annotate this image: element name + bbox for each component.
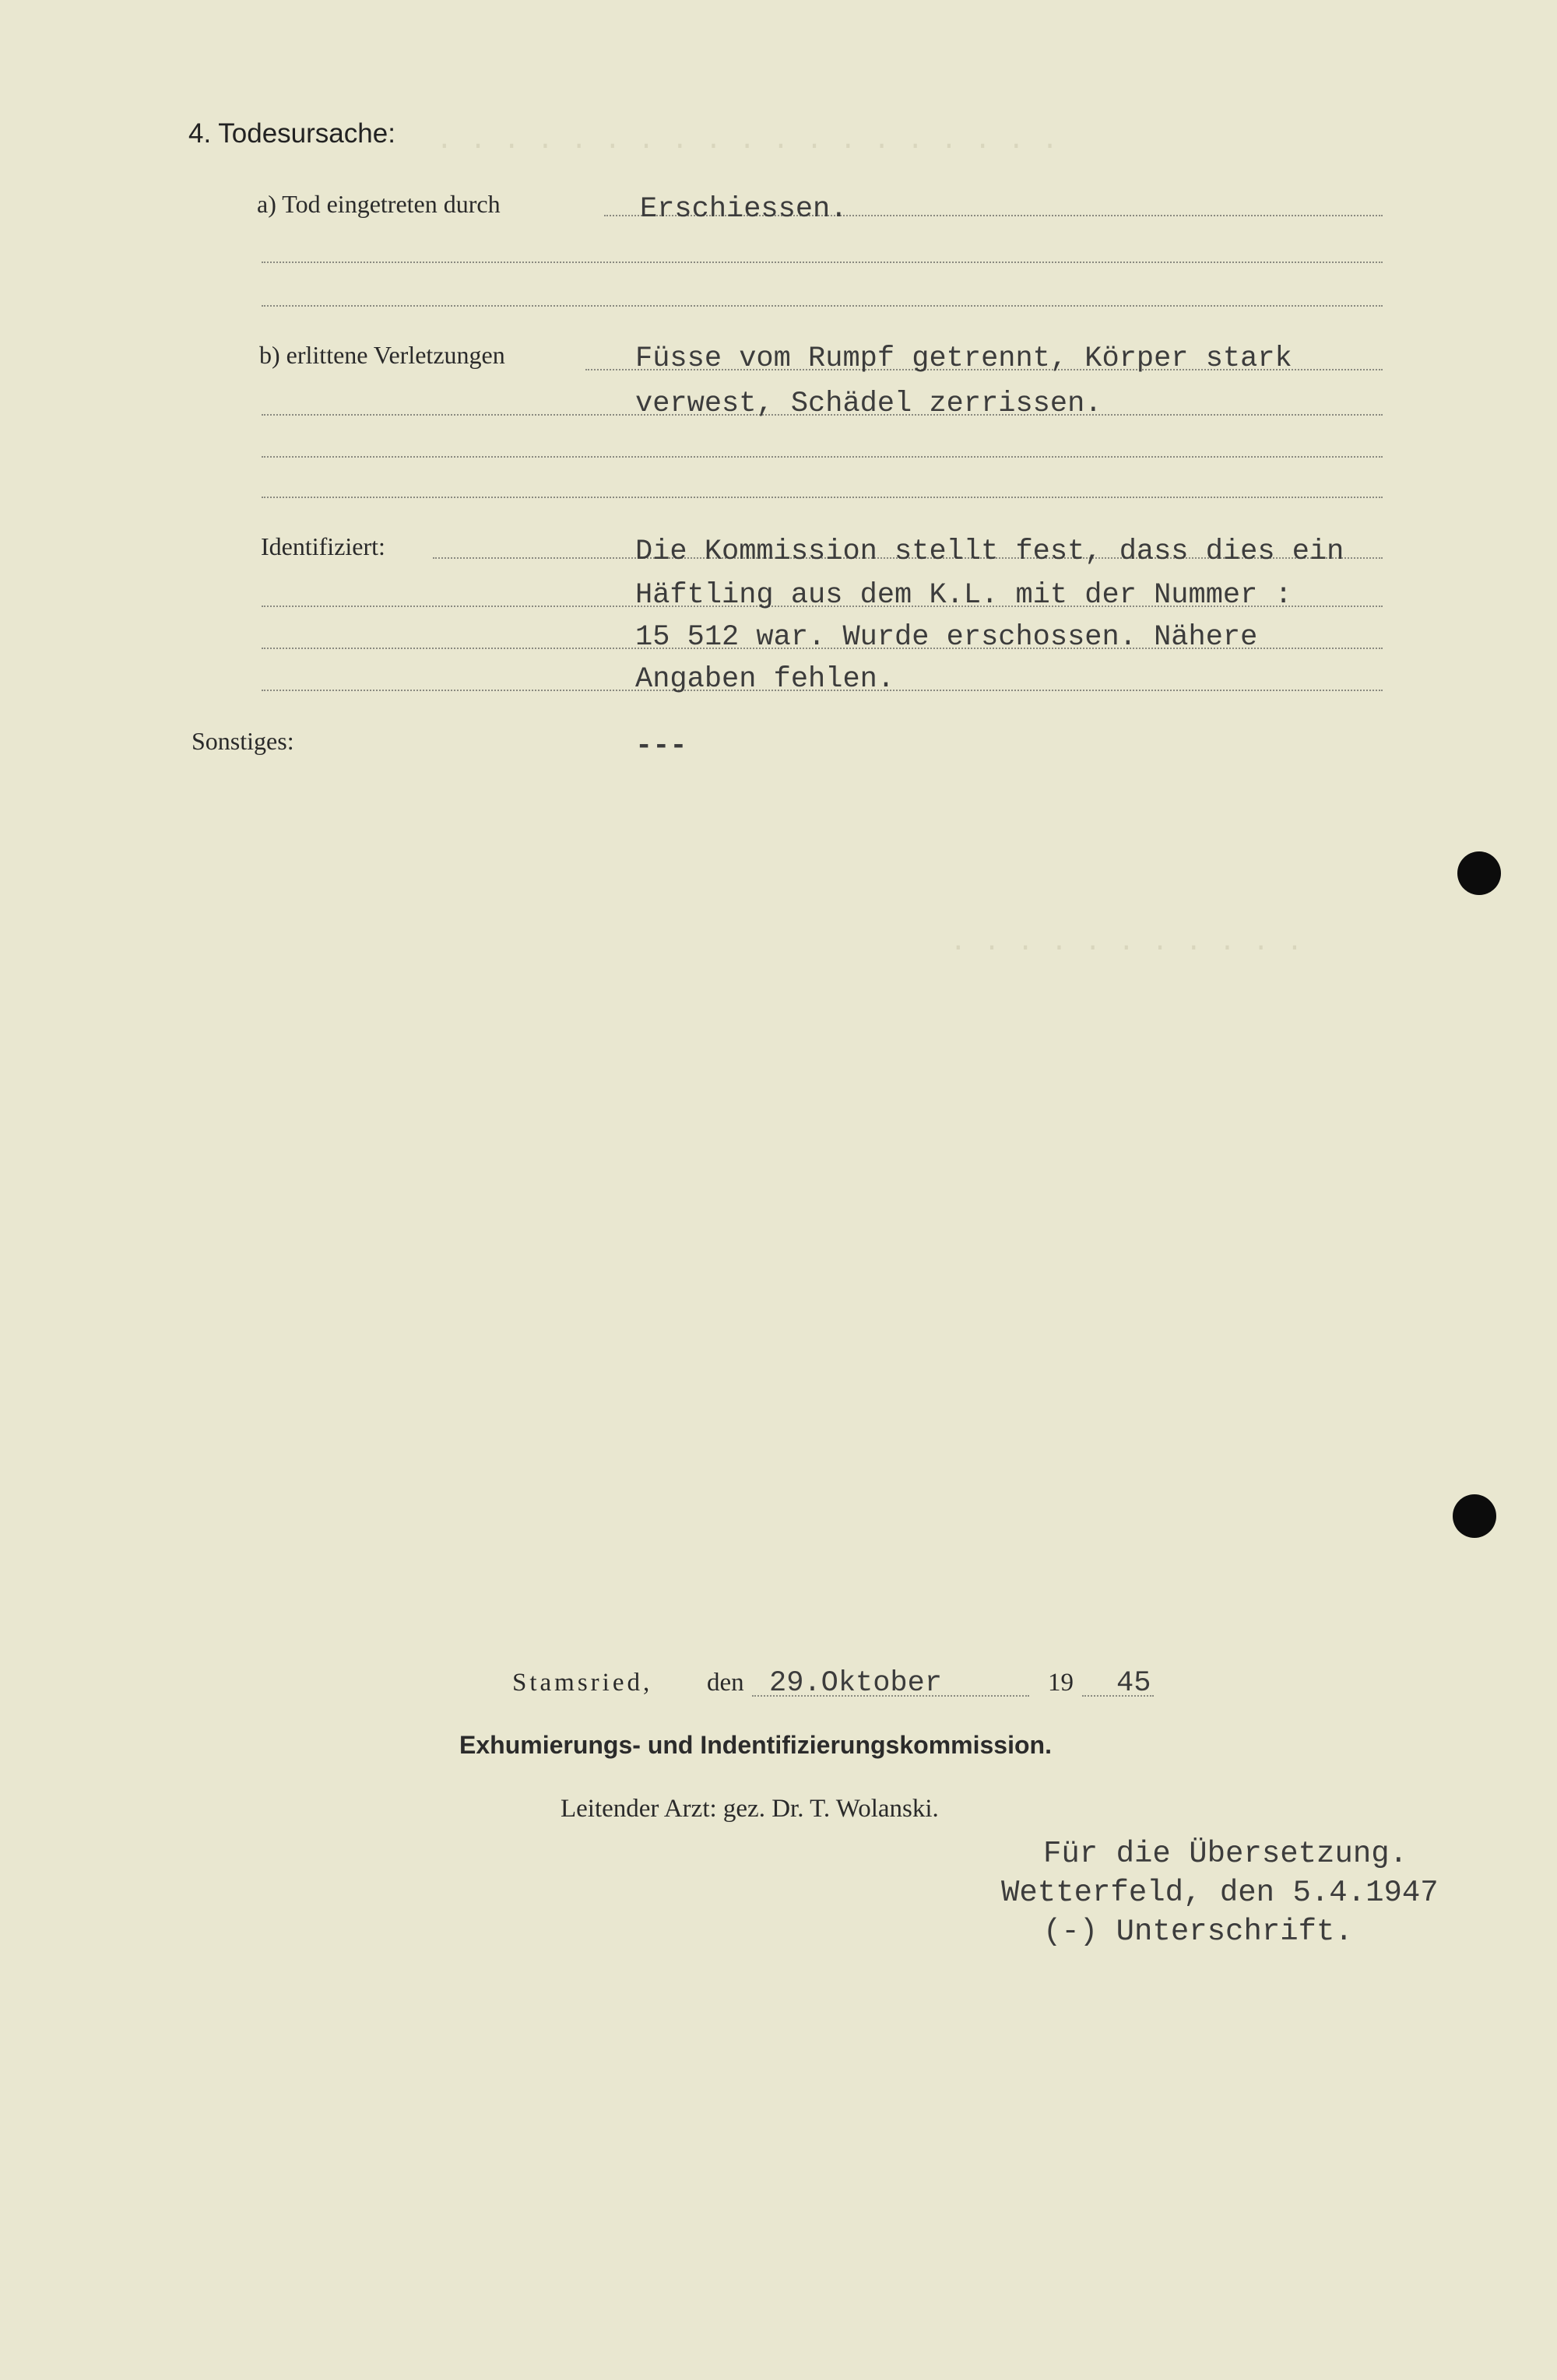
identified-line: 15 512 war. Wurde erschossen. Nähere (635, 621, 1258, 654)
punch-hole (1453, 1494, 1496, 1538)
section-heading: 4. Todesursache: (188, 118, 395, 149)
bleed-through-text: . . . . . . . . . . . . . . . . . . . (436, 125, 1059, 156)
cause-label: a) Tod eingetreten durch (257, 190, 501, 218)
dotted-line (262, 262, 1383, 263)
identified-label: Identifiziert: (261, 532, 385, 560)
translation-line: (-) Unterschrift. (1043, 1915, 1353, 1949)
date-value: 29.Oktober (769, 1667, 943, 1700)
year-value: 45 (1116, 1667, 1151, 1700)
identified-line: Die Kommission stellt fest, dass dies ein (635, 535, 1344, 568)
century-text: 19 (1048, 1669, 1074, 1697)
injuries-label: b) erlittene Verletzungen (259, 341, 505, 369)
other-value: --- (635, 730, 687, 763)
injuries-line: verwest, Schädel zerrissen. (635, 388, 1102, 420)
identified-line: Häftling aus dem K.L. mit der Nummer : (635, 579, 1292, 612)
doctor-text: Leitender Arzt: gez. Dr. T. Wolanski. (561, 1795, 939, 1823)
translation-line: Wetterfeld, den 5.4.1947 (1001, 1876, 1439, 1910)
injuries-line: Füsse vom Rumpf getrennt, Körper stark (635, 342, 1292, 375)
dotted-line (262, 497, 1383, 498)
den-text: den (707, 1669, 744, 1697)
punch-hole (1457, 851, 1501, 895)
other-label: Sonstiges: (192, 727, 294, 755)
identified-line: Angaben fehlen. (635, 663, 895, 696)
bleed-through-text: . . . . . . . . . . . (950, 926, 1303, 958)
translation-line: Für die Übersetzung. (1043, 1837, 1408, 1871)
dotted-line (262, 456, 1383, 458)
place-text: Stamsried, (512, 1669, 653, 1697)
dotted-line (262, 305, 1383, 307)
cause-value: Erschiessen. (640, 193, 848, 226)
commission-title: Exhumierungs- und Indentifizierungskommission. (459, 1731, 1052, 1759)
